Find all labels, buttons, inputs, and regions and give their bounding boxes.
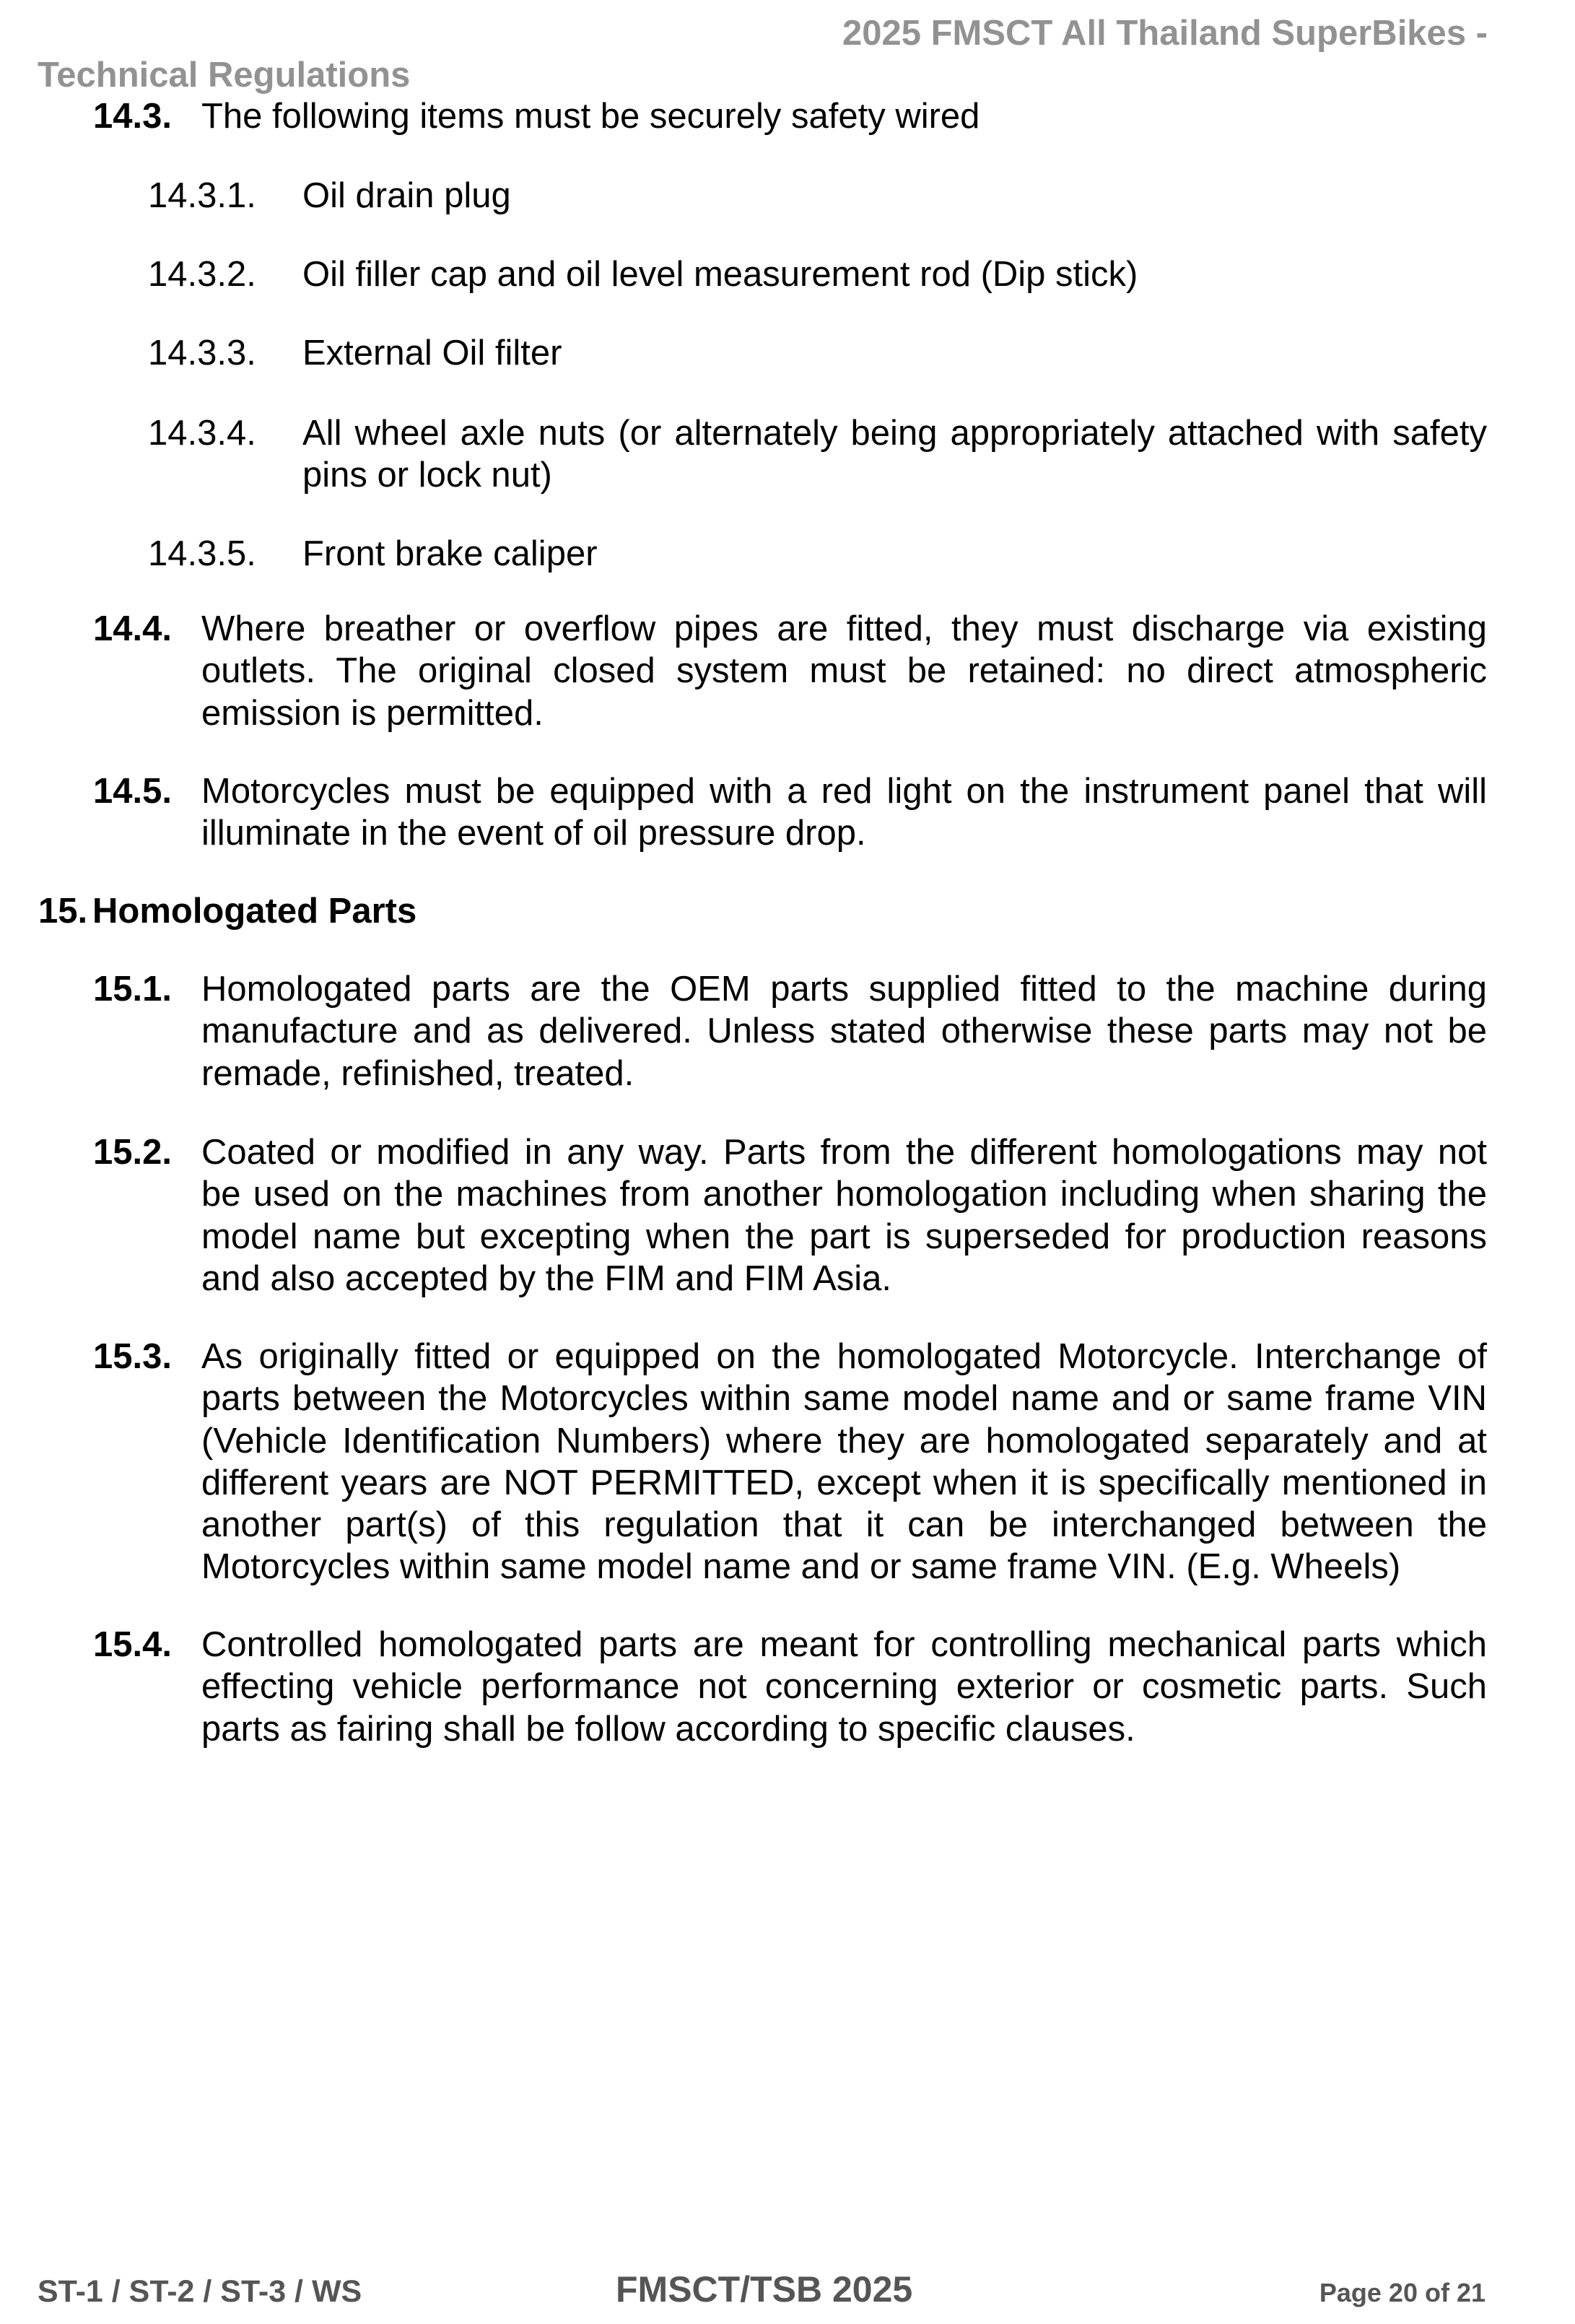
clause-text (302, 412, 1487, 497)
text-line: model name but excepting when the part is superseded for production reasons (201, 1217, 1487, 1256)
footer-document-id: FMSCT/TSB 2025 (616, 2269, 913, 2310)
clause-number: 14.5. (93, 772, 172, 811)
text-line: and also accepted by the FIM and FIM Asia. (201, 1258, 892, 1298)
clause-number: 14.3. (93, 97, 172, 136)
text-line: outlets. The original closed system must be retained: no direct atmospheric (201, 651, 1487, 691)
clause-number: 14.3.2. (148, 255, 256, 294)
text-line: (Vehicle Identification Numbers) where they are homologated separately and at (201, 1421, 1487, 1461)
text-line: Homologated parts are the OEM parts supplied fitted to the machine during (201, 970, 1487, 1009)
clause-number: 15.3. (93, 1337, 172, 1376)
text-line: pins or lock nut) (302, 456, 552, 495)
text-line: another part(s) of this regulation that it can be interchanged between the (201, 1505, 1487, 1545)
clause-text (201, 968, 1487, 1094)
text-line: Coated or modified in any way. Parts from the different homologations may not (201, 1133, 1487, 1172)
clause-text (201, 770, 1487, 855)
clause-number: 14.3.1. (148, 176, 256, 215)
clause-text (201, 95, 1487, 137)
text-line: All wheel axle nuts (or alternately being appropriately attached with safety (302, 414, 1487, 453)
clause-text (201, 1624, 1487, 1750)
text-line: different years are NOT PERMITTED, except when it is specifically mentioned in (201, 1463, 1487, 1502)
text-line: be used on the machines from another homologation including when sharing the (201, 1175, 1487, 1214)
text-line: emission is permitted. (201, 693, 544, 733)
clause-number: 15.4. (93, 1625, 172, 1664)
text-line: The following items must be securely safety wired (201, 97, 980, 136)
text-line: Motorcycles must be equipped with a red light on the instrument panel that will (201, 772, 1487, 811)
running-header-title: 2025 FMSCT All Thailand SuperBikes - (842, 14, 1488, 53)
text-line: parts as fairing shall be follow according to specific clauses. (201, 1709, 1135, 1749)
footer-page-number: Page 20 of 21 (1319, 2278, 1485, 2307)
clause-text (302, 533, 1487, 575)
text-line: Front brake caliper (302, 534, 598, 573)
text-line: As originally fitted or equipped on the homologated Motorcycle. Interchange of (201, 1337, 1487, 1376)
text-line: Motorcycles within same model name and or same frame VIN. (E.g. Wheels) (201, 1547, 1401, 1587)
section-15-number: 15. (38, 892, 88, 931)
text-line: Controlled homologated parts are meant for controlling mechanical parts which (201, 1625, 1487, 1664)
text-line: Oil drain plug (302, 176, 511, 215)
text-line: parts between the Motorcycles within same model name and or same frame VIN (201, 1379, 1487, 1419)
clause-text (201, 1336, 1487, 1588)
clause-number: 15.1. (93, 970, 172, 1009)
clause-text (201, 1131, 1487, 1300)
clause-number: 14.3.5. (148, 534, 256, 573)
clause-number: 15.2. (93, 1133, 172, 1172)
text-line: effecting vehicle performance not concerning exterior or cosmetic parts. Such (201, 1667, 1487, 1707)
section-15-title: Homologated Parts (92, 892, 417, 931)
footer-classes: ST-1 / ST-2 / ST-3 / WS (38, 2274, 362, 2309)
clause-text (302, 253, 1487, 295)
clause-text (201, 608, 1487, 734)
running-header-subtitle: Technical Regulations (38, 56, 411, 95)
clause-number: 14.3.3. (148, 334, 256, 373)
text-line: Oil filler cap and oil level measurement rod (Dip stick) (302, 255, 1138, 294)
text-line: remade, refinished, treated. (201, 1053, 634, 1093)
text-line: External Oil filter (302, 334, 562, 373)
text-line: Where breather or overflow pipes are fitted, they must discharge via existing (201, 609, 1487, 648)
text-line: illuminate in the event of oil pressure drop. (201, 814, 866, 853)
text-line: manufacture and as delivered. Unless stated otherwise these parts may not be (201, 1011, 1487, 1051)
clause-text (302, 332, 1487, 374)
clause-text (302, 175, 1487, 217)
clause-number: 14.4. (93, 609, 172, 648)
clause-number: 14.3.4. (148, 414, 256, 453)
